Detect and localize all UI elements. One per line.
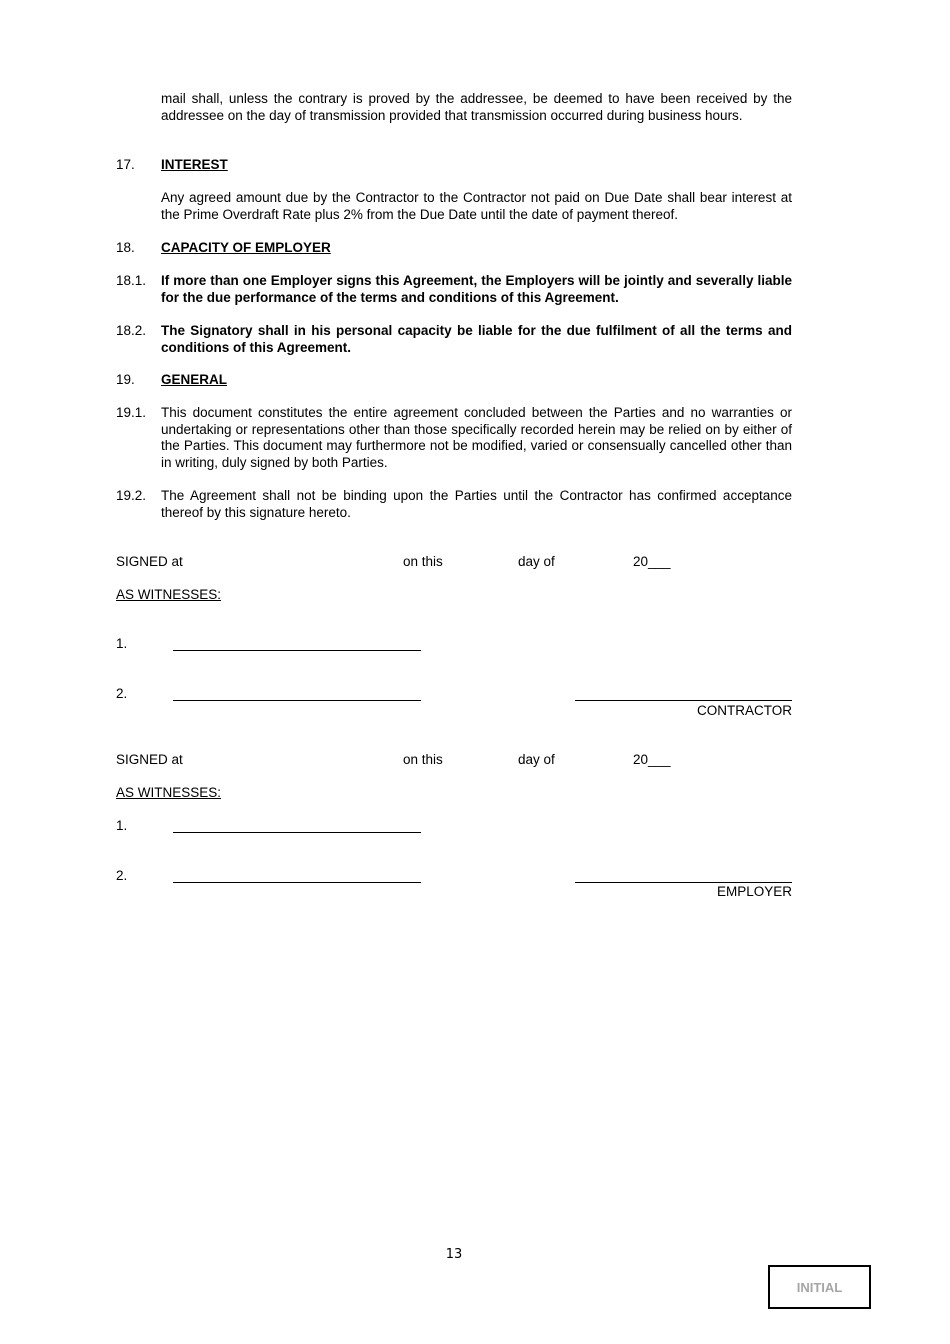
employer-day-of: day of bbox=[518, 752, 555, 767]
page-number: 13 bbox=[445, 1247, 463, 1262]
contractor-witness-1-signature-line[interactable] bbox=[173, 650, 421, 651]
section-18-2-text: The Signatory shall in his personal capacity be liable for the due fulfilment of all the terms and conditions of this Agreement. bbox=[161, 323, 792, 355]
contractor-witnesses-label: AS WITNESSES: bbox=[116, 587, 222, 602]
section-19-1-text: This document constitutes the entire agreement concluded between the Parties and no warranties or undertaking or representations other than those specifically recorded herein may be relied on by either of the Parties. This document may furthermore not be modified, varied or consensually cancelled other than in writing, duly signed by both Parties. bbox=[161, 405, 792, 470]
section-19-title: GENERAL bbox=[161, 372, 228, 387]
employer-signed-at: SIGNED at bbox=[116, 752, 183, 767]
employer-signature-line[interactable] bbox=[575, 882, 792, 883]
employer-year: 20___ bbox=[633, 752, 671, 767]
employer-witness-2-signature-line[interactable] bbox=[173, 882, 421, 883]
section-18-2-number: 18.2. bbox=[116, 323, 147, 338]
section-18-1-text: If more than one Employer signs this Agreement, the Employers will be jointly and severally liable for the due performance of the terms and conditions of this Agreement. bbox=[161, 273, 792, 305]
section-17-title: INTEREST bbox=[161, 157, 228, 172]
contractor-signature-line[interactable] bbox=[575, 700, 792, 701]
initial-label: INITIAL bbox=[796, 1279, 843, 1295]
contractor-witness-2-signature-line[interactable] bbox=[173, 700, 421, 701]
contractor-party-label: CONTRACTOR bbox=[696, 703, 792, 718]
employer-witness-2-number: 2. bbox=[116, 868, 128, 883]
section-18-1-number: 18.1. bbox=[116, 273, 147, 288]
section-17-body: Any agreed amount due by the Contractor to the Contractor not paid on Due Date shall bear interest at the Prime Overdraft Rate plus 2% from the Due Date until the date of payment thereof. bbox=[161, 190, 792, 222]
section-19-2-number: 19.2. bbox=[116, 488, 147, 503]
contractor-witness-1-number: 1. bbox=[116, 636, 128, 651]
contractor-signed-at: SIGNED at bbox=[116, 554, 183, 569]
employer-witness-1-number: 1. bbox=[116, 818, 128, 833]
contractor-day-of: day of bbox=[518, 554, 555, 569]
intro-continuation: mail shall, unless the contrary is proved by the addressee, be deemed to have been received by the addressee on the day of transmission provided that transmission occurred during business hours. bbox=[161, 91, 792, 123]
contractor-year: 20___ bbox=[633, 554, 671, 569]
contractor-on-this: on this bbox=[403, 554, 443, 569]
section-19-number: 19. bbox=[116, 372, 135, 387]
section-18-number: 18. bbox=[116, 240, 135, 255]
employer-on-this: on this bbox=[403, 752, 443, 767]
initial-box[interactable] bbox=[768, 1265, 871, 1309]
section-19-1-number: 19.1. bbox=[116, 405, 147, 420]
employer-witnesses-label: AS WITNESSES: bbox=[116, 785, 222, 800]
section-19-2-text: The Agreement shall not be binding upon the Parties until the Contractor has confirmed acceptance thereof by this signature hereto. bbox=[161, 488, 792, 520]
section-17-number: 17. bbox=[116, 157, 135, 172]
section-18-title: CAPACITY OF EMPLOYER bbox=[161, 240, 331, 255]
employer-party-label: EMPLOYER bbox=[716, 884, 792, 899]
contractor-witness-2-number: 2. bbox=[116, 686, 128, 701]
employer-witness-1-signature-line[interactable] bbox=[173, 832, 421, 833]
